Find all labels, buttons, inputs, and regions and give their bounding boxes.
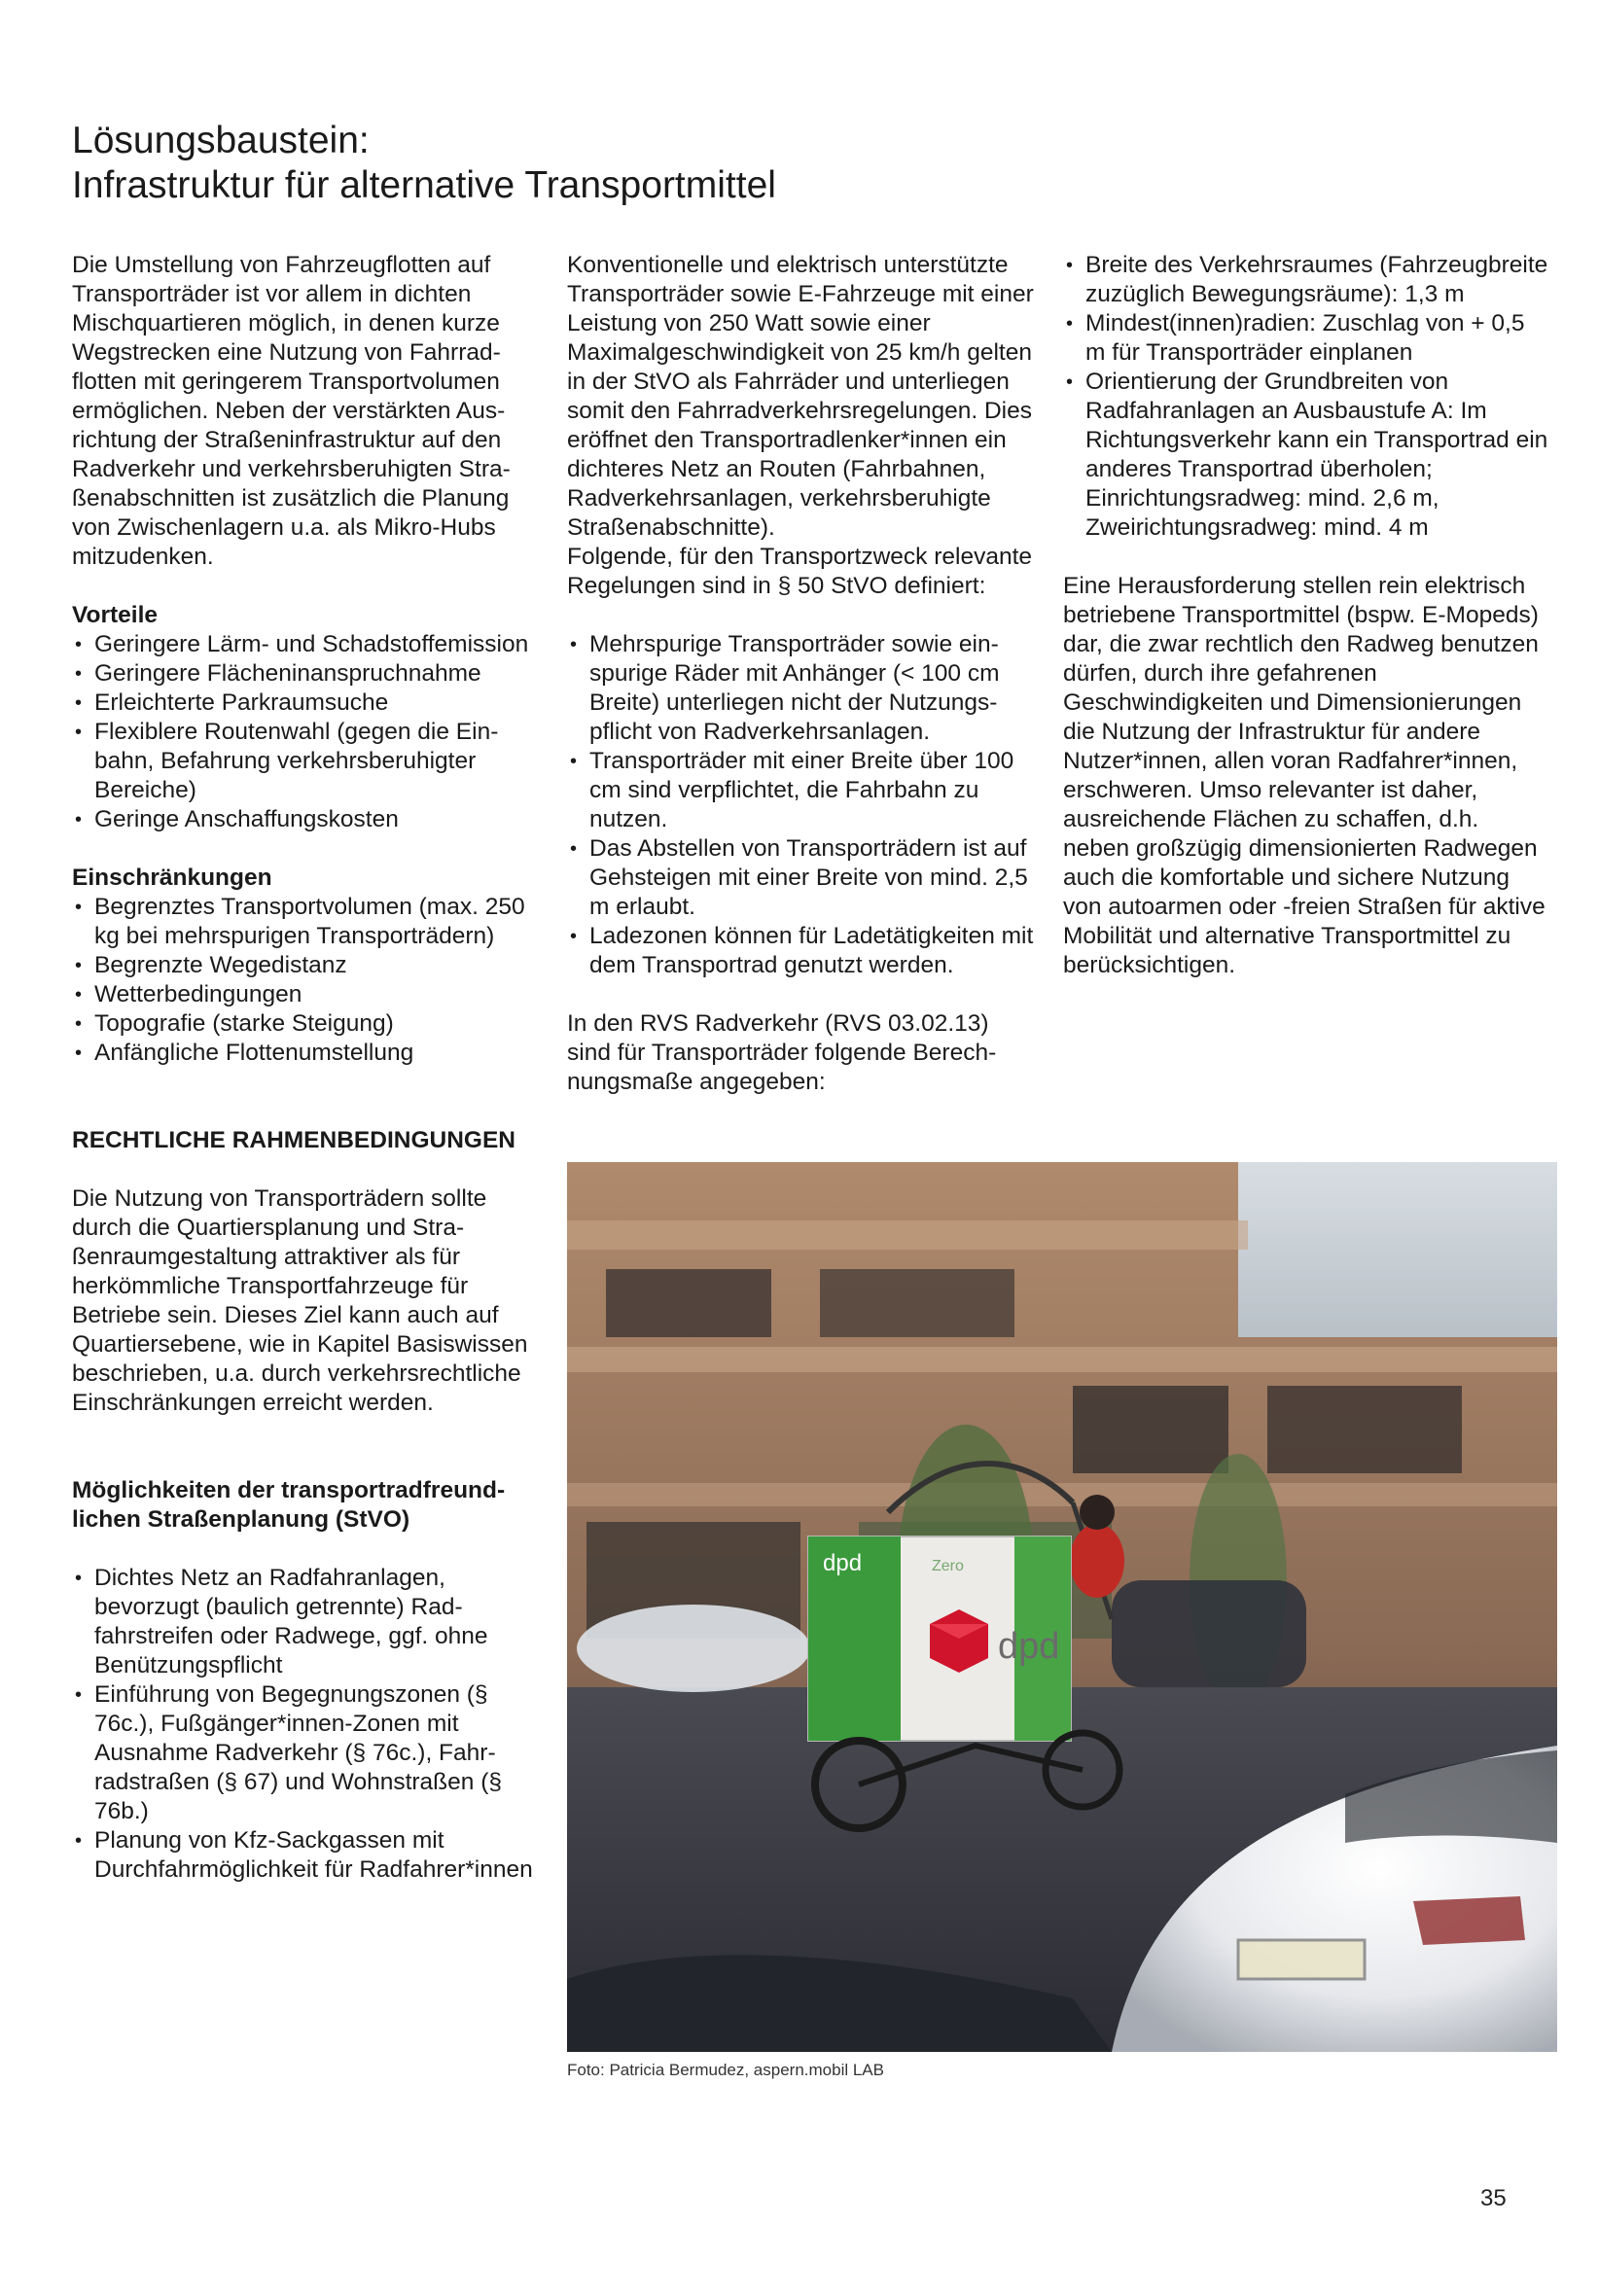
moeglichkeiten-list [72,1564,541,1885]
list-item: • Geringere Flächeninanspruchnahme [72,659,541,689]
regelungen-list [567,630,1036,980]
vorteile-list [72,630,541,834]
list-item: • Das Abstellen von Transporträdern ist auf Gehsteigen mit einer Breite von mind. 2,5 m erlaubt. [567,834,1036,922]
column-1 [72,251,541,1885]
box-brand-label: dpd [998,1626,1060,1667]
list-item: • Ladezonen können für Ladetätigkeiten mit dem Transportrad genutzt werden. [567,922,1036,980]
box-side-brand: dpd [823,1550,863,1576]
list-item: • Geringe Anschaffungskosten [72,805,541,834]
column-2 [567,251,1036,1097]
intro-paragraph: Die Umstellung von Fahrzeugflotten auf Transporträder ist vor allem in dichten Mischquartieren möglich, in denen kurze Wegstrecken eine Nutzung von Fahrradflotten mit geringerem Transportvolumen ermöglichen. Neben der verstärkten Ausrichtung der Straßeninfrastruktur auf den Radverkehr und verkehrsberuhigten Straßenabschnitten ist zusätzlich die Planung von Zwischenlagern u.a. als Mikro-Hubs mitzudenken. [72,252,511,570]
list-item: • Dichtes Netz an Radfahranlagen, bevorzugt (baulich getrennte) Radfahrstreifen oder Radwege, ggf. ohne Benützungspflicht [72,1564,541,1680]
photo-illustration [567,1162,1557,2052]
herausforderung-paragraph: Eine Herausforderung stellen rein elektrisch betriebene Transportmittel (bspw. E-Mopeds) dar, die zwar rechtlich den Radweg benutzen dürfen, durch ihre gefahrenen Geschwindigkeiten und Dimensionierungen die Nutzung der Infrastruktur für andere Nutzer*innen, allen voran Radfahrer*innen, erschweren. Umso relevanter ist daher, ausreichende Flächen zu schaffen, d.h. neben großzügig dimensionierten Radwegen auch die komfortable und sichere Nutzung von autoarmen oder -freien Straßen für aktive Mobilität und alternative Transportmittel zu berücksichtigen. [1063,573,1546,978]
page-number: 35 [1480,2185,1507,2211]
list-item: • Anfängliche Flottenumstellung [72,1039,541,1068]
list-item: • Planung von Kfz-Sackgassen mit Durchfahrmöglichkeit für Radfahrer*innen [72,1826,541,1885]
list-item: • Flexiblere Routenwahl (gegen die Einbahn, Befahrung verkehrsberuhigter Bereiche) [72,718,541,805]
masse-list [1063,251,1549,543]
list-item: • Wetterbedingungen [72,980,541,1009]
list-item: • Erleichterte Parkraumsuche [72,689,541,718]
list-item: • Mehrspurige Transporträder sowie einspurige Räder mit Anhänger (< 100 cm Breite) unterliegen nicht der Nutzungspflicht von Radverkehrsanlagen. [567,630,1036,747]
stvo-paragraph-2: Folgende, für den Transportzweck relevante Regelungen sind in § 50 StVO definiert: [567,544,1033,599]
list-item: • Begrenzte Wegedistanz [72,951,541,980]
list-item: • Einführung von Begegnungszonen (§ 76c.), Fußgänger*innen-Zonen mit Ausnahme Radverkehr (§ 76c.), Fahrradstraßen (§ 67) und Wohnstraßen (§ 76b.) [72,1680,541,1826]
list-item: • Topografie (starke Steigung) [72,1009,541,1039]
photo-caption: Foto: Patricia Bermudez, aspern.mobil LAB [567,2061,884,2079]
list-item: • Transporträder mit einer Breite über 100 cm sind verpflichtet, die Fahrbahn zu nutzen. [567,747,1036,834]
vorteile-heading: Vorteile [72,602,159,628]
page-title-line-2: Infrastruktur für alternative Transportmittel [72,164,776,206]
column-3 [1063,251,1549,980]
rahmen-paragraph: Die Nutzung von Transporträdern sollte durch die Quartiersplanung und Straßenraumgestaltung attraktiver als für herkömmliche Transportfahrzeuge für Betriebe sein. Dieses Ziel kann auch auf Quartiersebene, wie in Kapitel Basiswissen beschrieben, u.a. durch verkehrsrechtliche Einschränkungen erreicht werden. [72,1185,528,1416]
page-title [72,119,1045,208]
einschraenkungen-heading: Einschränkungen [72,865,272,891]
list-item: • Begrenztes Transportvolumen (max. 250 kg bei mehrspurigen Transporträdern) [72,893,541,951]
stvo-paragraph: Konventionelle und elektrisch unterstützte Transporträder sowie E-Fahrzeuge mit einer Leistung von 250 Watt sowie einer Maximalgeschwindigkeit von 25 km/h gelten in der StVO als Fahrräder und unterliegen somit den Fahrradverkehrsregelungen. Dies eröffnet den Transportradlenker*innen ein dichteres Netz an Routen (Fahrbahnen, Radverkehrsanlagen, verkehrsberuhigte Straßenabschnitte). [567,252,1034,541]
cargo-bike-photo [567,1162,1557,2052]
box-zero-label: Zero [932,1558,964,1574]
list-item: • Geringere Lärm- und Schadstoffemission [72,630,541,659]
rvs-paragraph: In den RVS Radverkehr (RVS 03.02.13) sind für Transporträder folgende Berechnungsmaße angegeben: [567,1010,997,1095]
list-item: • Mindest(innen)radien: Zuschlag von + 0,5 m für Transporträder einplanen [1063,309,1549,368]
list-item: • Orientierung der Grundbreiten von Radfahranlagen an Ausbaustufe A: Im Richtungsverkehr kann ein Transportrad ein anderes Transportrad überholen; Einrichtungsradweg: mind. 2,6 m, Zweirichtungsradweg: mind. 4 m [1063,368,1549,543]
einschraenkungen-list [72,893,541,1068]
page-title-line-1: Lösungsbaustein: [72,120,370,161]
moeglichkeiten-heading: Möglichkeiten der transportradfreundlichen Straßenplanung (StVO) [72,1477,506,1533]
rahmen-heading: RECHTLICHE RAHMENBEDINGUNGEN [72,1127,515,1153]
list-item: • Breite des Verkehrsraumes (Fahrzeugbreite zuzüglich Bewegungsräume): 1,3 m [1063,251,1549,309]
